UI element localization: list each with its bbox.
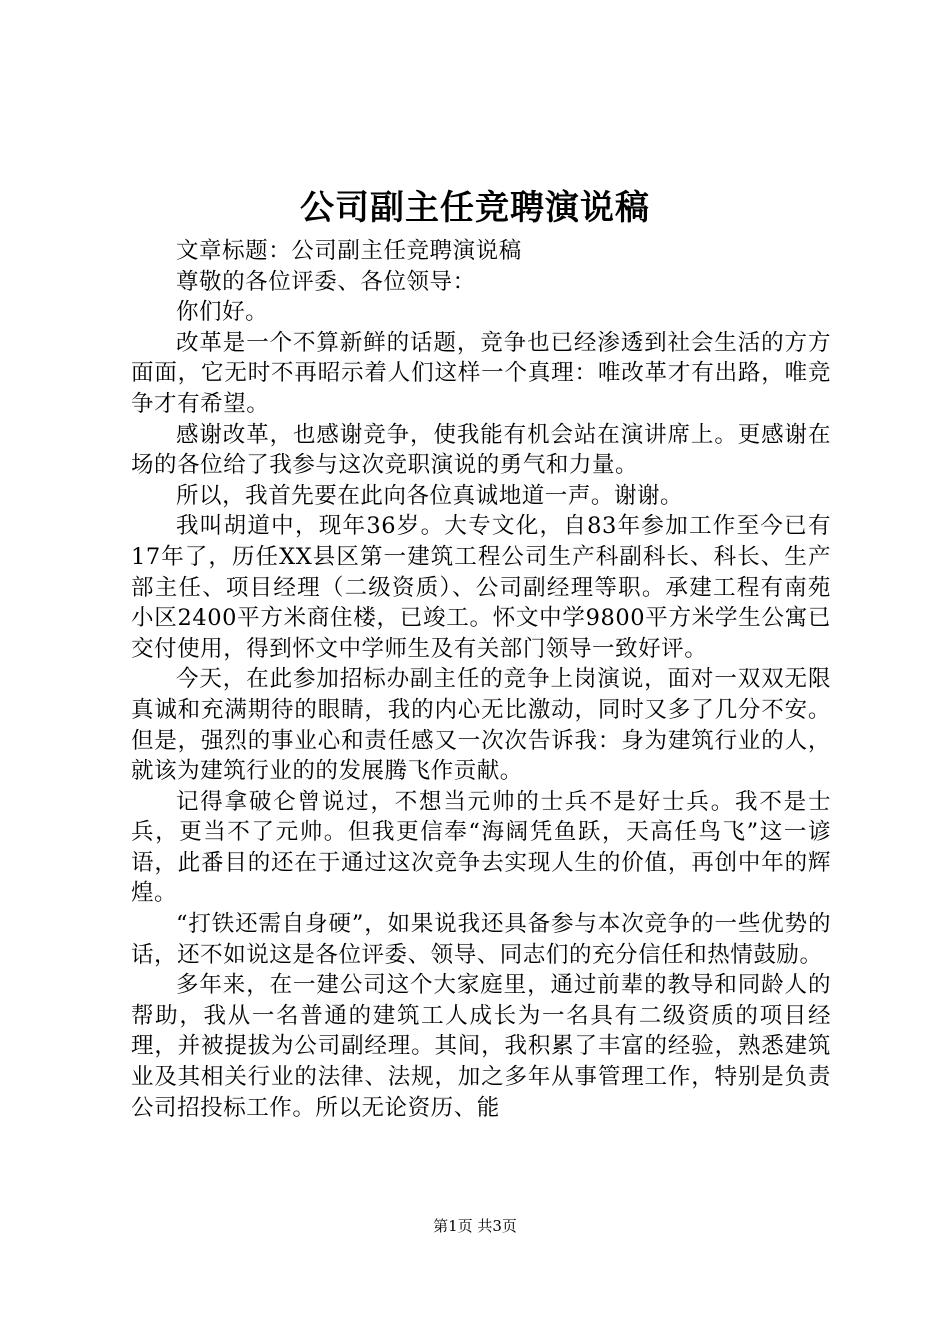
paragraph: 记得拿破仑曾说过，不想当元帅的士兵不是好士兵。我不是士兵，更当不了元帅。但我更信奉“海阔凭鱼跃，天高任鸟飞”这一谚语，此番目的还在于通过这次竞争去实现人生的价值，再创中年的辉煌。	[131, 788, 831, 907]
greeting: 你们好。	[176, 299, 269, 326]
document-title: 公司副主任竞聘演说稿	[300, 188, 650, 228]
salutation: 尊敬的各位评委、各位领导：	[176, 268, 476, 295]
paragraph: 我叫胡道中，现年36岁。大专文化，自83年参加工作至今已有17年了，历任XX县区第一建筑工程公司生产科副科长、科长、生产部主任、项目经理（二级资质）、公司副经理等职。承建工程有南苑小区2400平方米商住楼，已竣工。怀文中学9800平方米学生公寓已交付使用，得到怀文中学师生及有关部门领导一致好评。	[131, 513, 831, 662]
article-title-line: 文章标题：公司副主任竞聘演说稿	[176, 238, 522, 264]
paragraph: 所以，我首先要在此向各位真诚地道一声。谢谢。	[176, 482, 684, 509]
page-number: 第1页	[433, 1217, 473, 1235]
paragraph: 多年来，在一建公司这个大家庭里，通过前辈的教导和同龄人的帮助，我从一名普通的建筑工人成长为一名具有二级资质的项目经理，并被提拔为公司副经理。其间，我积累了丰富的经验，熟悉建筑业及其相关行业的法律、法规，加之多年从事管理工作，特别是负责公司招投标工作。所以无论资历、能	[131, 972, 831, 1121]
page-total: 共3页	[477, 1217, 517, 1235]
paragraph: “打铁还需自身硬”，如果说我还具备参与本次竞争的一些优势的话，还不如说这是各位评委、领导、同志们的充分信任和热情鼓励。	[131, 911, 831, 968]
paragraph: 今天，在此参加招标办副主任的竞争上岗演说，面对一双双无限真诚和充满期待的眼睛，我的内心无比激动，同时又多了几分不安。但是，强烈的事业心和责任感又一次次告诉我：身为建筑行业的人，就该为建筑行业的的发展腾飞作贡献。	[131, 666, 831, 785]
page-footer	[0, 1215, 950, 1237]
paragraph: 感谢改革，也感谢竞争，使我能有机会站在演讲席上。更感谢在场的各位给了我参与这次竞职演说的勇气和力量。	[131, 421, 831, 479]
paragraph: 改革是一个不算新鲜的话题，竞争也已经渗透到社会生活的方方面面，它无时不再昭示着人们这样一个真理：唯改革才有出路，唯竞争才有希望。	[131, 329, 831, 417]
document-body	[131, 236, 831, 1123]
